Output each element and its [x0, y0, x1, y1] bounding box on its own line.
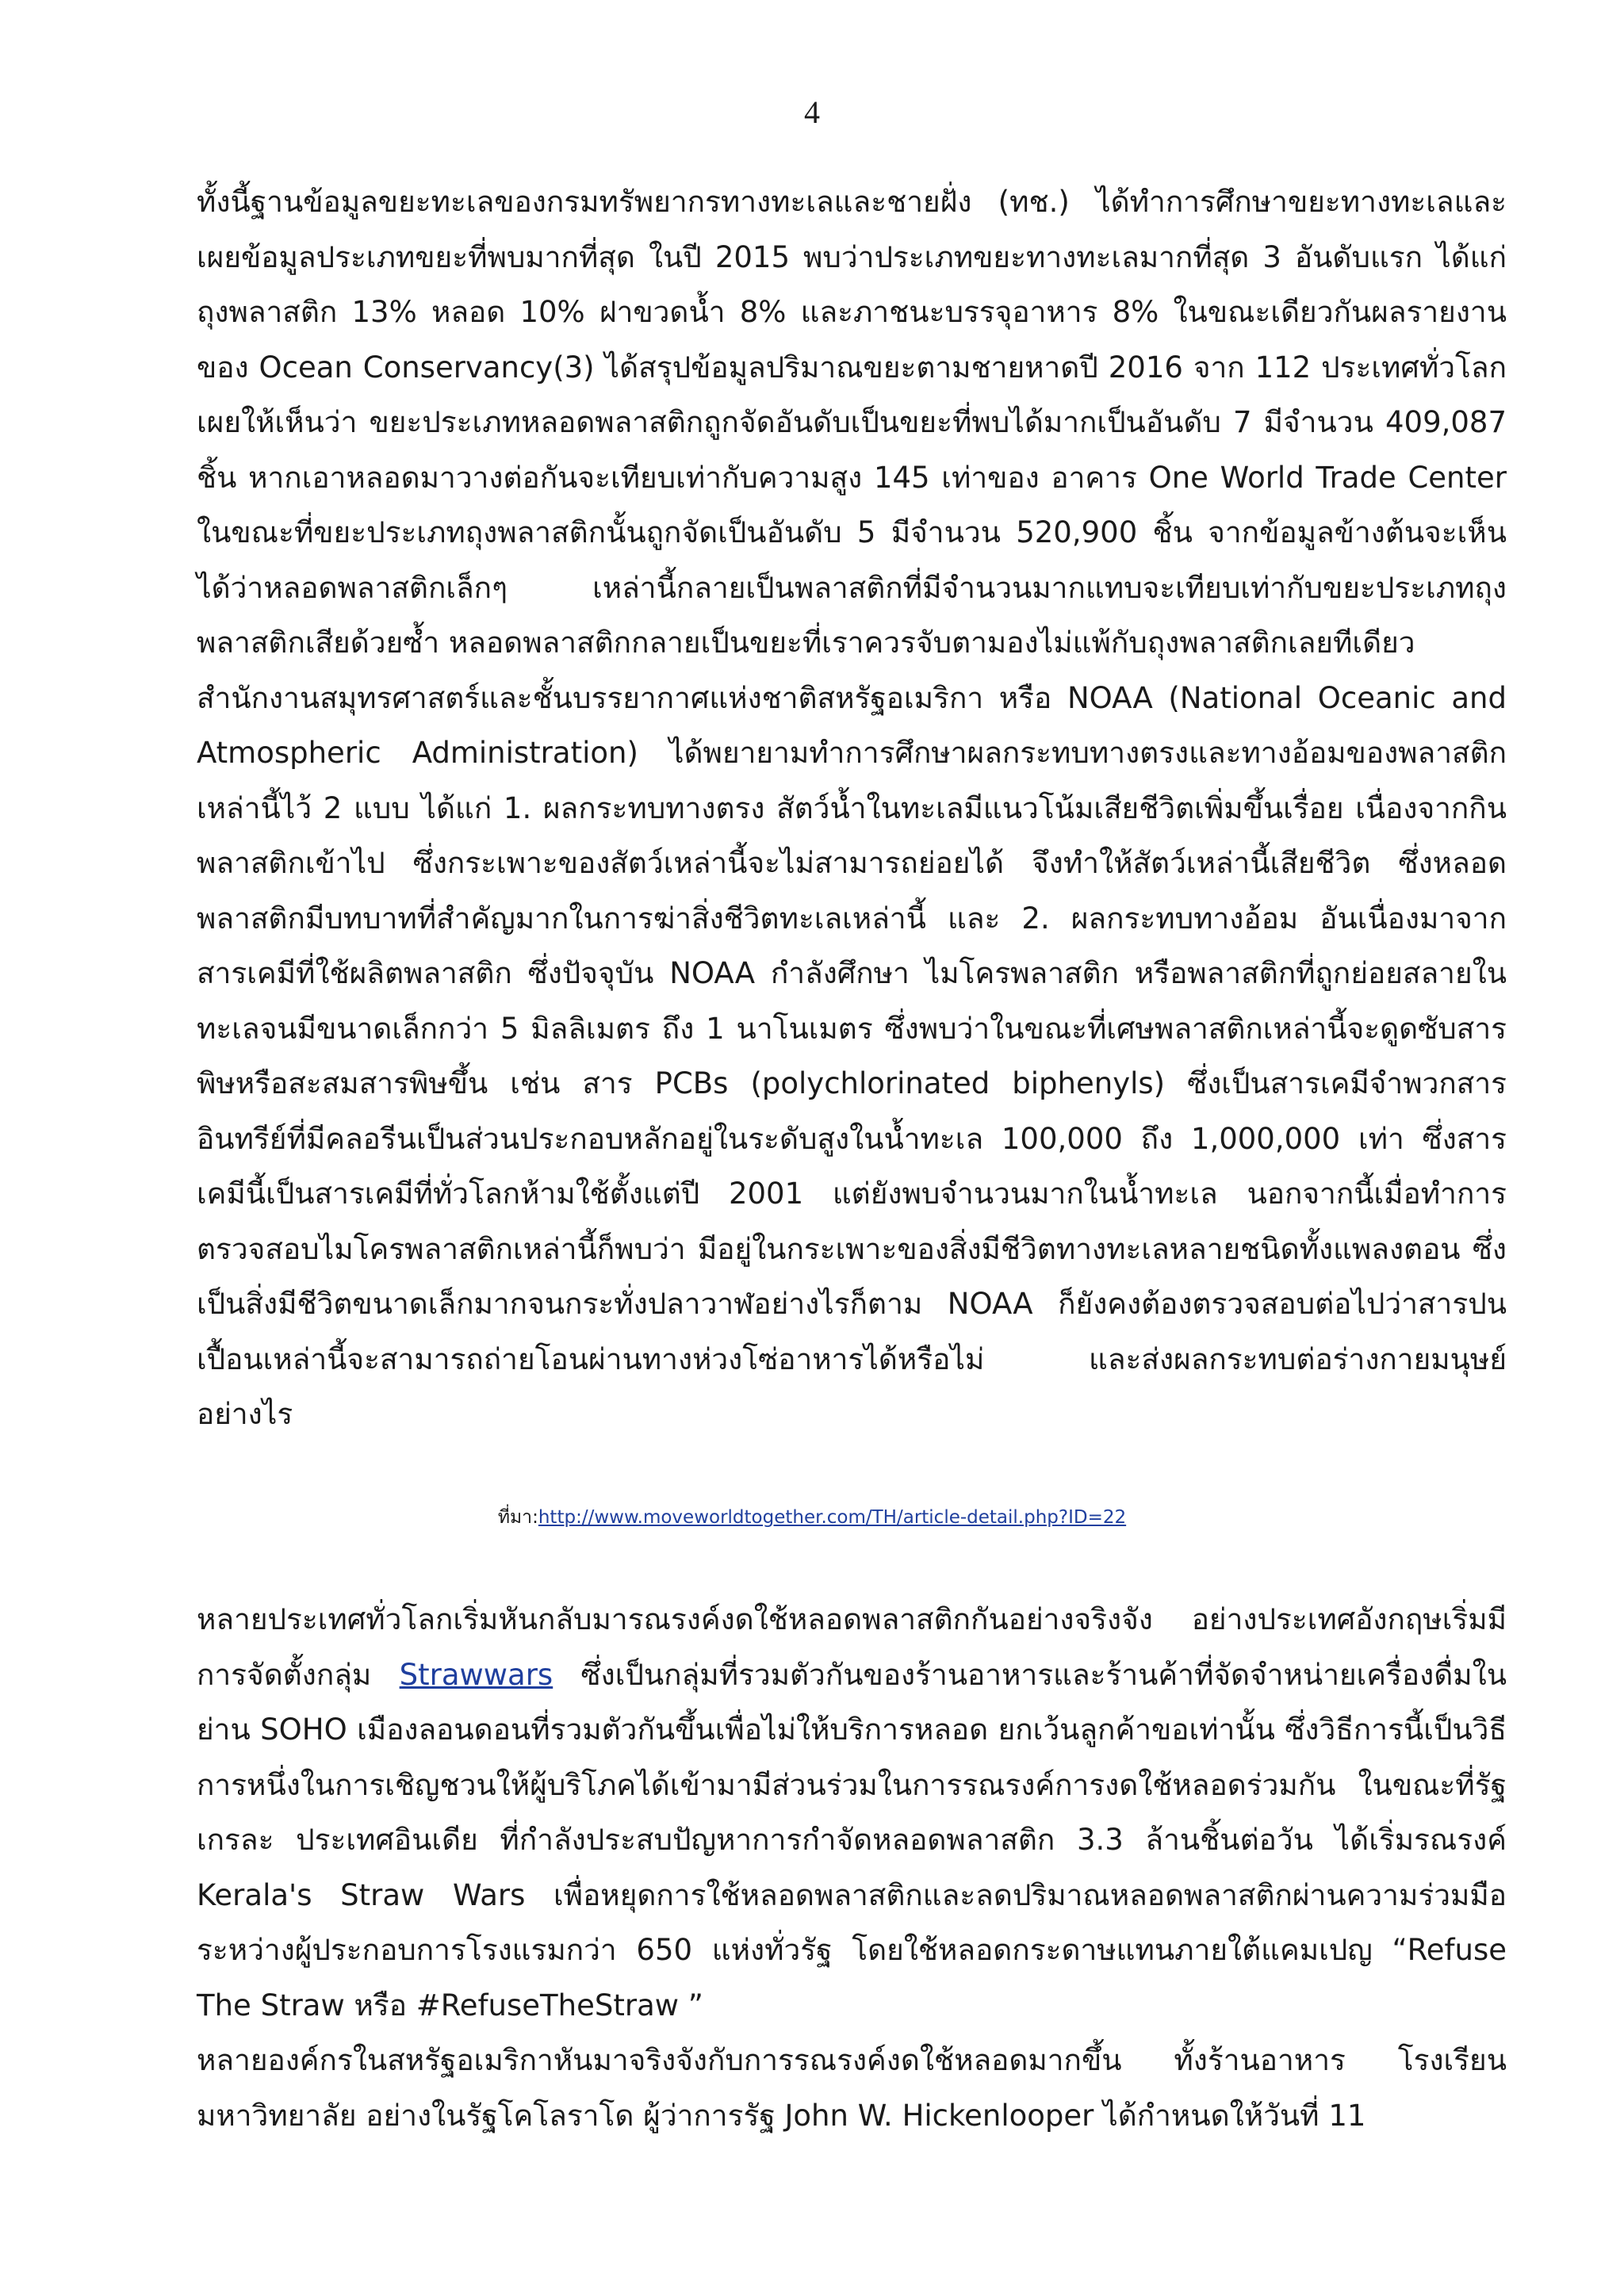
paragraph-marine-debris-stats: ทั้งนี้ฐานข้อมูลขยะทะเลของกรมทรัพยากรทางทะเลและชายฝั่ง (ทช.) ได้ทำการศึกษาขยะทางทะเลและเผยข้อมูลประเภทขยะที่พบมากที่สุด ในปี 2015 พบว่าประเภทขยะทางทะเลมากที่สุด 3 อันดับแรก ได้แก่ ถุงพลาสติก 13% หลอด 10% ฝาขวดน้ำ 8% และภาชนะบรรจุอาหาร 8% ในขณะเดียวกันผลรายงานของ Ocean Conservancy(3) ได้สรุปข้อมูลปริมาณขยะตามชายหาดปี 2016 จาก 112 ประเทศทั่วโลก เผยให้เห็นว่า ขยะประเภทหลอดพลาสติกถูกจัดอันดับเป็นขยะที่พบได้มากเป็นอันดับ 7 มีจำนวน 409,087 ชิ้น หากเอาหลอดมาวางต่อกันจะเทียบเท่ากับความสูง 145 เท่าของ อาคาร One World Trade Center ในขณะที่ขยะประเภทถุงพลาสติกนั้นถูกจัดเป็นอันดับ 5 มีจำนวน 520,900 ชิ้น จากข้อมูลข้างต้นจะเห็นได้ว่าหลอดพลาสติกเล็กๆ เหล่านี้กลายเป็นพลาสติกที่มีจำนวนมากแทบจะเทียบเท่ากับขยะประเภทถุงพลาสติกเสียด้วยซ้ำ หลอดพลาสติกกลายเป็นขยะที่เราควรจับตามองไม่แพ้กับถุงพลาสติกเลยทีเดียว: [197, 185, 1507, 660]
source-label: ที่มา:: [497, 1507, 538, 1528]
paragraph-noaa-study: สำนักงานสมุทรศาสตร์และชั้นบรรยากาศแห่งชาติสหรัฐอเมริกา หรือ NOAA (National Oceanic and Atmospheric Administration) ได้พยายามทำการศึกษาผลกระทบทางตรงและทางอ้อมของพลาสติกเหล่านี้ไว้ 2 แบบ ได้แก่ 1. ผลกระทบทางตรง สัตว์น้ำในทะเลมีแนวโน้มเสียชีวิตเพิ่มขึ้นเรื่อย เนื่องจากกินพลาสติกเข้าไป ซึ่งกระเพาะของสัตว์เหล่านี้จะไม่สามารถย่อยได้ จึงทำให้สัตว์เหล่านี้เสียชีวิต ซึ่งหลอดพลาสติกมีบทบาทที่สำคัญมากในการฆ่าสิ่งชีวิตทะเลเหล่านี้ และ 2. ผลกระทบทางอ้อม อันเนื่องมาจากสารเคมีที่ใช้ผลิตพลาสติก ซึ่งปัจจุบัน NOAA กำลังศึกษา ไมโครพลาสติก หรือพลาสติกที่ถูกย่อยสลายในทะเลจนมีขนาดเล็กกว่า 5 มิลลิเมตร ถึง 1 นาโนเมตร ซึ่งพบว่าในขณะที่เศษพลาสติกเหล่านี้จะดูดซับสารพิษหรือสะสมสารพิษขึ้น เช่น สาร PCBs (polychlorinated biphenyls) ซึ่งเป็นสารเคมีจำพวกสารอินทรีย์ที่มีคลอรีนเป็นส่วนประกอบหลักอยู่ในระดับสูงในน้ำทะเล 100,000 ถึง 1,000,000 เท่า ซึ่งสารเคมีนี้เป็นสารเคมีที่ทั่วโลกห้ามใช้ตั้งแต่ปี 2001 แต่ยังพบจำนวนมากในน้ำทะเล นอกจากนี้เมื่อทำการตรวจสอบไมโครพลาสติกเหล่านี้ก็พบว่า มีอยู่ในกระเพาะของสิ่งมีชีวิตทางทะเลหลายชนิดทั้งแพลงตอน ซึ่งเป็นสิ่งมีชีวิตขนาดเล็กมากจนกระทั่งปลาวาฬอย่างไรก็ตาม NOAA ก็ยังคงต้องตรวจสอบต่อไปว่าสารปนเปื้อนเหล่านี้จะสามารถถ่ายโอนผ่านทางห่วงโซ่อาหารได้หรือไม่ และส่งผลกระทบต่อร่างกายมนุษย์อย่างไร: [197, 680, 1507, 1431]
paragraph-us-organizations: หลายองค์กรในสหรัฐอเมริกาหันมาจริงจังกับการรณรงค์งดใช้หลอดมากขึ้น ทั้งร้านอาหาร โรงเรียน มหาวิทยาลัย อย่างในรัฐโคโลราโด ผู้ว่าการรัฐ John W. Hickenlooper ได้กำหนดให้วันที่ 11: [197, 2043, 1507, 2133]
strawwars-link[interactable]: Strawwars: [399, 1657, 553, 1692]
article-body-top: [197, 174, 1507, 1442]
source-link[interactable]: http://www.moveworldtogether.com/TH/article-detail.php?ID=22: [538, 1507, 1127, 1528]
article-body-bottom: [197, 1592, 1507, 2143]
page-number: 4: [804, 94, 820, 130]
straw-wars-text-after: ซึ่งเป็นกลุ่มที่รวมตัวกันของร้านอาหารและร้านค้าที่จัดจำหน่ายเครื่องดื่มในย่าน SOHO เมืองลอนดอนที่รวมตัวกันขึ้นเพื่อไม่ให้บริการหลอด ยกเว้นลูกค้าขอเท่านั้น ซึ่งวิธีการนี้เป็นวิธีการหนึ่งในการเชิญชวนให้ผู้บริโภคได้เข้ามามีส่วนร่วมในการรณรงค์การงดใช้หลอดร่วมกัน ในขณะที่รัฐเกรละ ประเทศอินเดีย ที่กำลังประสบปัญหาการกำจัดหลอดพลาสติก 3.3 ล้านชิ้นต่อวัน ได้เริ่มรณรงค์ Kerala's Straw Wars เพื่อหยุดการใช้หลอดพลาสติกและลดปริมาณหลอดพลาสติกผ่านความร่วมมือระหว่างผู้ประกอบการโรงแรมกว่า 650 แห่งทั่วรัฐ โดยใช้หลอดกระดาษแทนภายใต้แคมเปญ “Refuse The Straw หรือ #RefuseTheStraw ”: [197, 1657, 1507, 2022]
source-citation: [0, 1503, 1624, 1532]
straw-wars-text-before: หลายประเทศทั่วโลกเริ่มหันกลับมารณรงค์งดใช้หลอดพลาสติกกันอย่างจริงจัง อย่างประเทศอังกฤษเริ่มมีการจัดตั้งกลุ่ม: [197, 1602, 1507, 1692]
paragraph-straw-wars: [197, 1592, 1507, 2033]
